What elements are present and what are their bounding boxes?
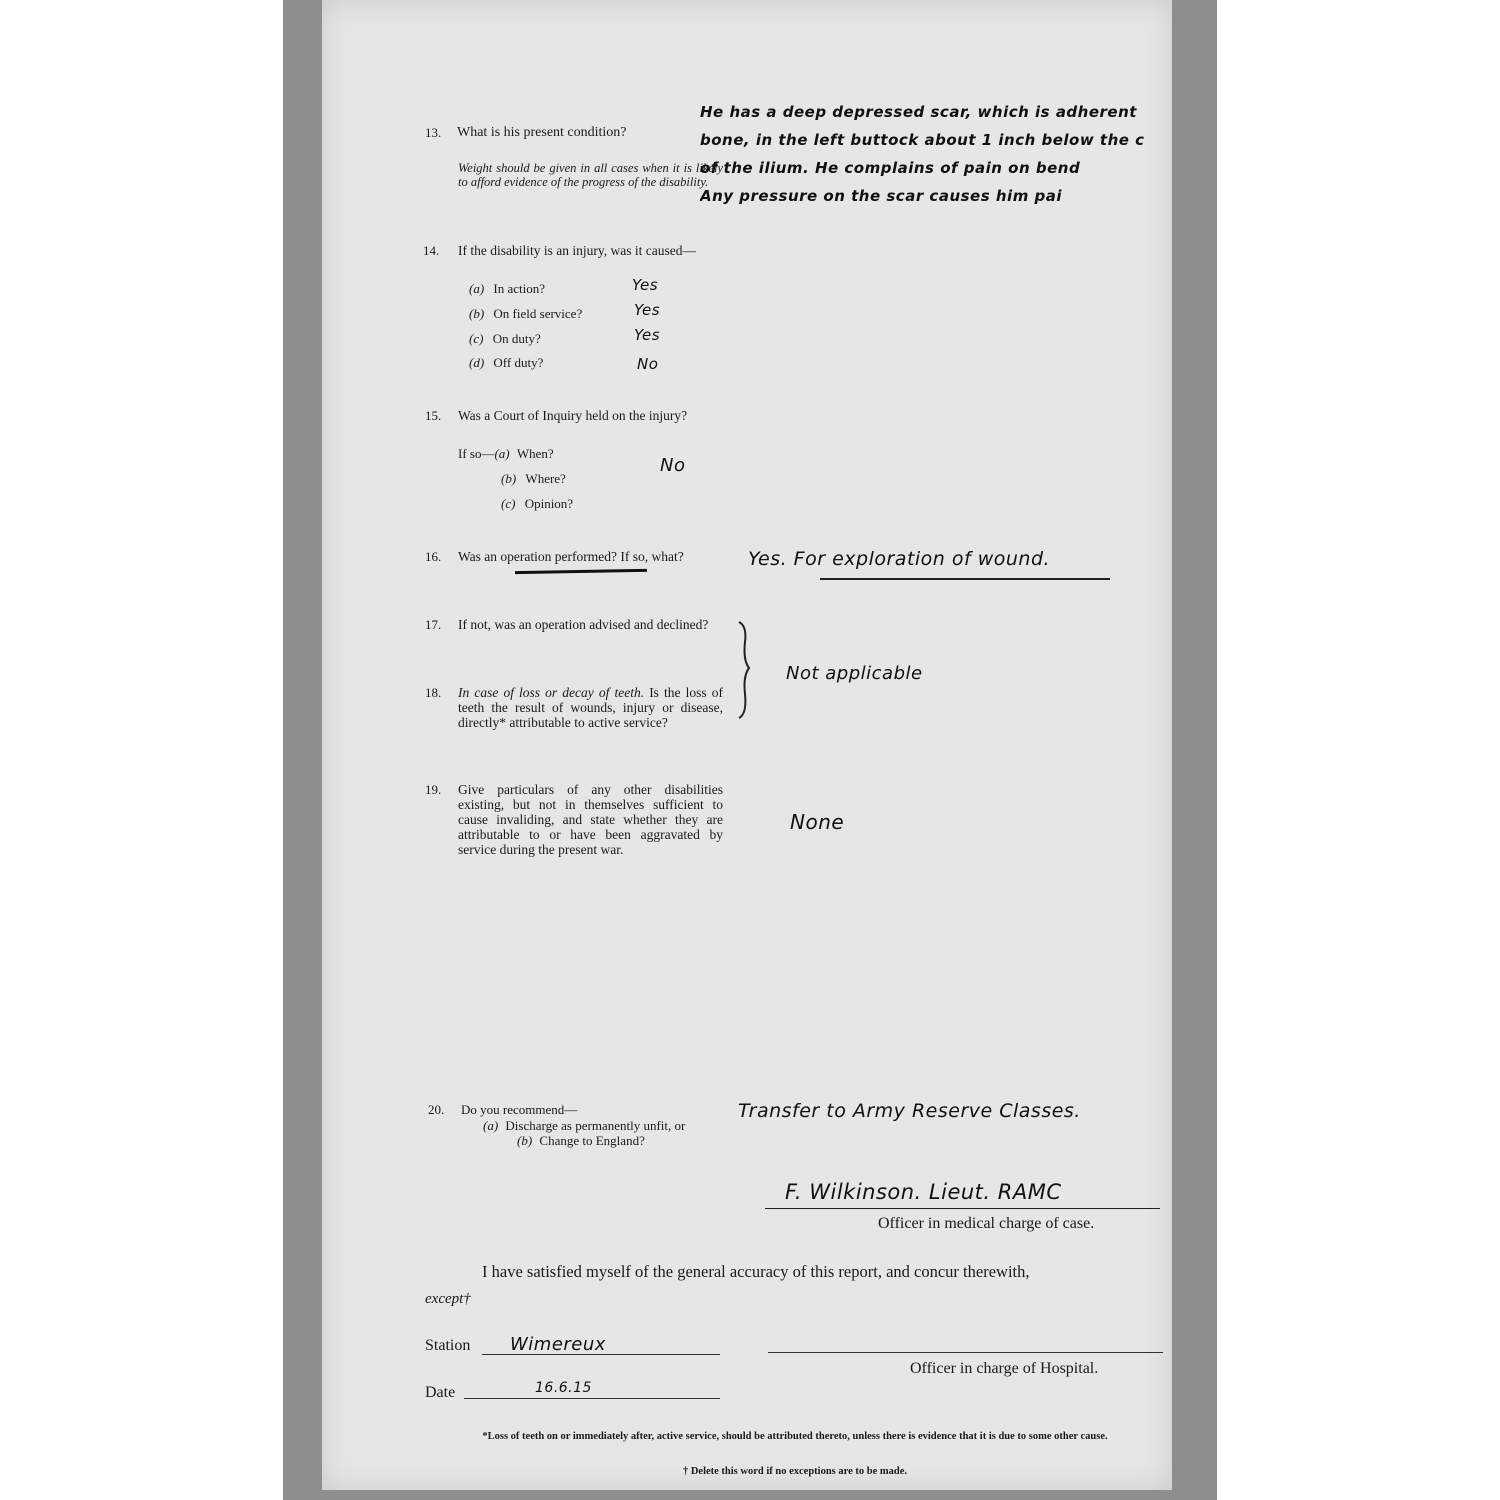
q14-item-b-label: (b): [469, 306, 485, 321]
station-label: Station: [425, 1337, 471, 1354]
q15-number: 15.: [425, 408, 442, 423]
q20-item-a: [483, 1118, 685, 1133]
medical-officer-title: Officer in medical charge of case.: [878, 1215, 1095, 1232]
date-value[interactable]: 16.6.15: [535, 1380, 592, 1396]
q14-item-b-text: On field service?: [493, 306, 583, 321]
q15-item-c-label: (c): [501, 496, 516, 511]
q16-answer: Yes. For exploration of wound.: [748, 548, 1051, 570]
q16-answer-underline: [820, 578, 1110, 580]
q13-answer: [700, 98, 1172, 210]
q14-answer-c: Yes: [634, 326, 661, 344]
q15-item-c: [501, 496, 573, 511]
q14-question: If the disability is an injury, was it caused—: [458, 243, 696, 258]
q19-number: 19.: [425, 782, 442, 797]
q14-item-d-text: Off duty?: [493, 355, 544, 370]
q14-item-b: [469, 306, 582, 321]
q15-item-b-label: (b): [501, 471, 517, 486]
q13-answer-line-1: He has a deep depressed scar, which is adherent: [700, 103, 1137, 121]
q17-question: If not, was an operation advised and declined?: [458, 617, 709, 632]
medical-officer-signature: F. Wilkinson. Lieut. RAMC: [785, 1180, 1062, 1204]
q14-number: 14.: [423, 243, 440, 258]
q20-item-b-text: Change to England?: [539, 1133, 645, 1148]
q17-18-answer: Not applicable: [786, 663, 923, 684]
q15-if-so: If so—: [458, 446, 495, 461]
q20-item-a-text: Discharge as permanently unfit, or: [505, 1118, 686, 1133]
q14-item-c-text: On duty?: [492, 331, 541, 346]
q14-answer-a: Yes: [632, 276, 659, 294]
hospital-officer-title: Officer in charge of Hospital.: [910, 1360, 1099, 1377]
q14-item-c: [469, 331, 541, 346]
q20-number: 20.: [428, 1102, 445, 1117]
q15-question: Was a Court of Inquiry held on the injury?: [458, 408, 688, 423]
signature-line: [765, 1208, 1160, 1209]
q13-question: What is his present condition?: [457, 125, 627, 140]
q14-item-a-text: In action?: [493, 281, 546, 296]
q14-answer-b: Yes: [634, 301, 661, 319]
q13-note: Weight should be given in all cases when it is likely to afford evidence of the progress of the disability.: [458, 161, 723, 189]
q20-item-a-label: (a): [483, 1118, 499, 1133]
q14-item-d-label: (d): [469, 355, 485, 370]
q14-answer-d: No: [637, 355, 659, 373]
q20-item-b: [517, 1133, 645, 1148]
q16-number: 16.: [425, 549, 442, 564]
q15-item-a: [458, 446, 554, 461]
q17-number: 17.: [425, 617, 442, 632]
date-label: Date: [425, 1384, 456, 1401]
concurrence-statement: I have satisfied myself of the general accuracy of this report, and concur therewith,: [482, 1262, 1030, 1281]
brace-mark: [733, 620, 755, 720]
q15-item-a-label: (a): [494, 446, 510, 461]
q20-question: Do you recommend—: [461, 1102, 578, 1117]
q18-number: 18.: [425, 685, 442, 700]
q16-question: Was an operation performed? If so, what?: [458, 549, 684, 564]
q18-question: [458, 685, 723, 730]
q14-item-c-label: (c): [469, 331, 484, 346]
q14-item-d: [469, 355, 543, 370]
q15-item-c-text: Opinion?: [524, 496, 574, 511]
q13-answer-line-3: of the ilium. He complains of pain on bend: [700, 159, 1081, 177]
q18-question-italic: In case of loss or decay of teeth.: [458, 685, 645, 700]
q20-item-b-label: (b): [517, 1133, 533, 1148]
footnote-star: *Loss of teeth on or immediately after, active service, should be attributed thereto, unless there is evidence that it is due to some other cause.: [482, 1431, 1108, 1442]
q14-item-a: [469, 281, 545, 296]
q13-answer-line-2: bone, in the left buttock about 1 inch below the c: [700, 131, 1145, 149]
date-line: [464, 1398, 720, 1399]
station-value[interactable]: Wimereux: [510, 1334, 606, 1355]
q15-item-a-text: When?: [516, 446, 554, 461]
q14-item-a-label: (a): [469, 281, 485, 296]
q20-answer: Transfer to Army Reserve Classes.: [738, 1100, 1081, 1122]
footnote-dagger: † Delete this word if no exceptions are to be made.: [682, 1466, 908, 1477]
except-label: except†: [425, 1291, 471, 1307]
q18-question-text: Is the loss of teeth the result of wounds, injury or disease, directly* attributable to active service?: [458, 685, 723, 730]
q15-answer: No: [660, 455, 686, 476]
q13-number: 13.: [425, 125, 442, 140]
q13-answer-line-4: Any pressure on the scar causes him pai: [700, 187, 1063, 205]
q19-answer: None: [790, 810, 845, 834]
q19-question: Give particulars of any other disabilities existing, but not in themselves sufficient to cause invaliding, and state whether they are attributable to or have been aggravated by service during the present war.: [458, 782, 723, 857]
q15-item-b: [501, 471, 566, 486]
hospital-officer-signature-line: [768, 1352, 1163, 1353]
q15-item-b-text: Where?: [525, 471, 566, 486]
